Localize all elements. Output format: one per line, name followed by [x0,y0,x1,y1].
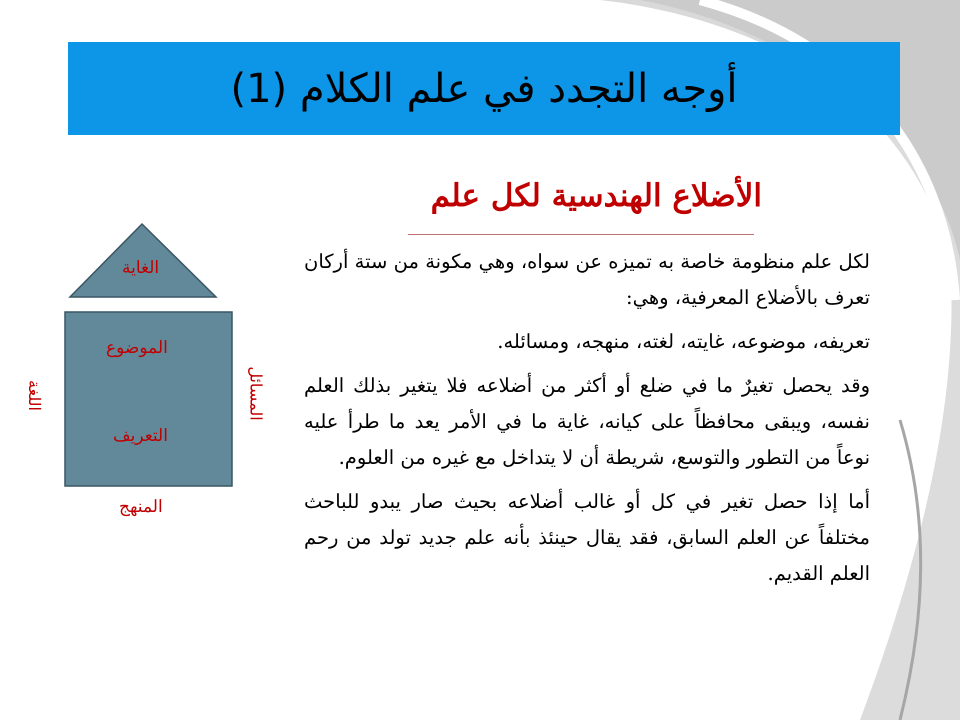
slide-body [304,244,870,600]
label-issues-wrap [244,358,268,428]
label-definition: التعريف [113,426,168,446]
paragraph-partial-change: وقد يحصل تغيرٌ ما في ضلع أو أكثر من أضلاعه فلا يتغير بذلك العلم نفسه، ويبقى محافظاً على كيانه، غاية ما في الأمر يعد ما طرأ عليه نوعاً من التطور والتوسع، شريطة أن لا يتداخل مع غيره من العلوم. [304,374,870,469]
paragraph-list: تعريفه، موضوعه، غايته، لغته، منهجه، ومسائله. [497,330,870,353]
label-method: المنهج [119,497,163,517]
label-goal: الغاية [122,258,160,278]
slide-title: أوجه التجدد في علم الكلام (1) [230,65,738,112]
subtitle-underline [408,234,754,235]
paragraph-intro: لكل علم منظومة خاصة به تميزه عن سواه، وهي مكونة من ستة أركان تعرف بالأضلاع المعرفية، وهي: [304,250,870,309]
house-diagram [0,0,300,560]
label-issues: المسائل [246,365,266,421]
label-topic: الموضوع [106,338,168,358]
label-language-wrap [22,365,46,425]
slide-subtitle: الأضلاع الهندسية لكل علم [430,178,762,214]
paragraph-full-change: أما إذا حصل تغير في كل أو غالب أضلاعه بحيث صار يبدو للباحث مختلفاً عن العلم السابق، فقد يقال حينئذ بأنه علم جديد تولد من رحم العلم القديم. [304,490,870,585]
label-language: اللغة [24,379,44,411]
